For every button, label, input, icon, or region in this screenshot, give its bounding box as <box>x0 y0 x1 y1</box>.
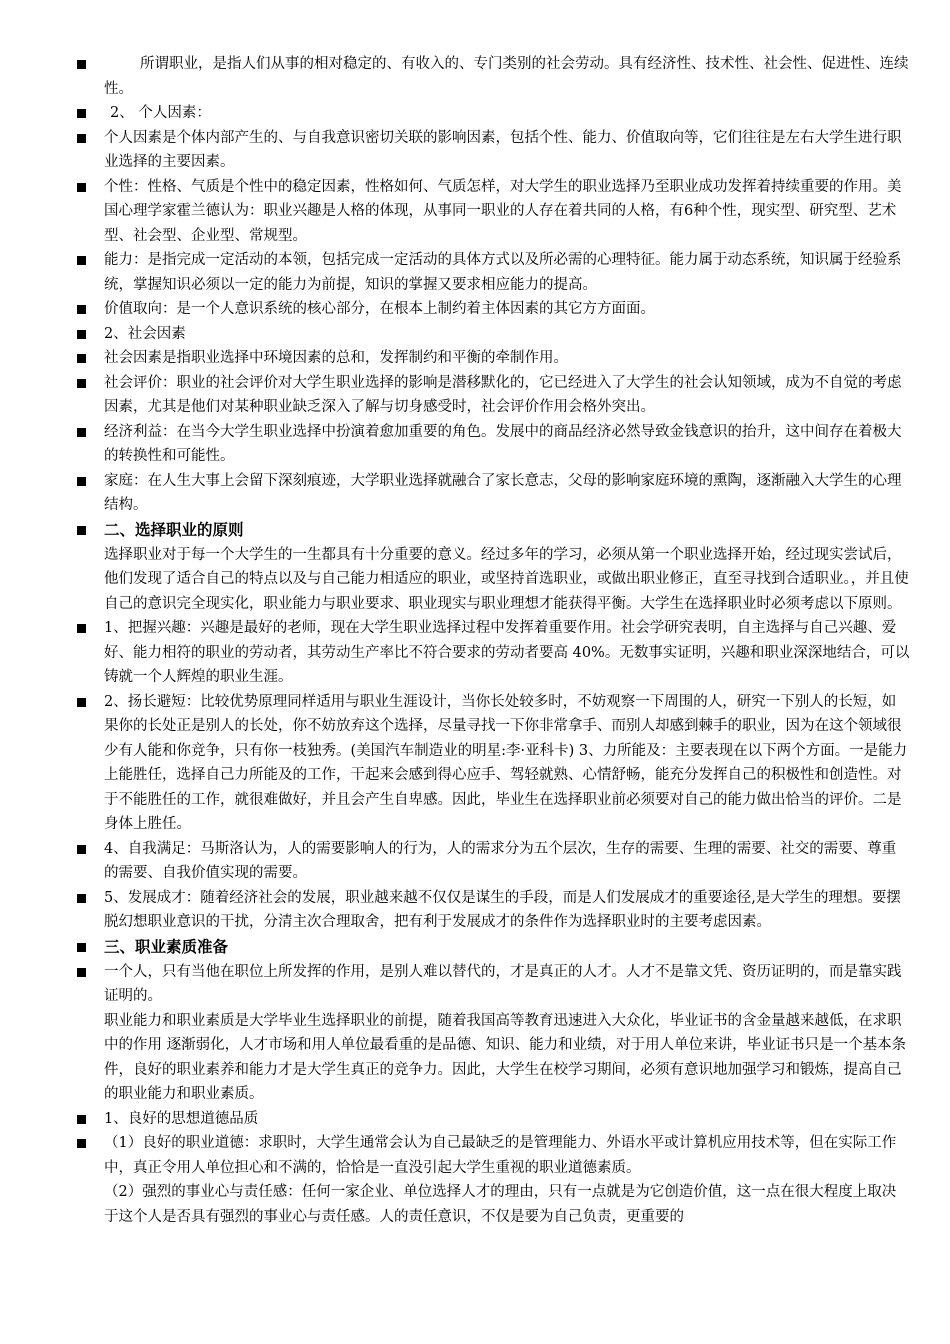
paragraph <box>0 690 950 837</box>
paragraph <box>0 960 950 1009</box>
paragraph <box>0 101 950 126</box>
paragraph <box>0 616 950 690</box>
square-bullet-icon <box>77 1139 86 1148</box>
square-bullet-icon <box>77 894 86 903</box>
paragraph-text: 价值取向：是一个人意识系统的核心部分，在根本上制约着主体因素的其它方方面面。 <box>104 301 655 317</box>
paragraph-text: 能力：是指完成一定活动的本领，包括完成一定活动的具体方式以及所必需的心理特征。能力属于动态系统，知识属于经验系统，掌握知识必须以一定的能力为前提，知识的掌握又要求相应能力的提高。 <box>104 252 902 293</box>
paragraph <box>0 837 950 886</box>
paragraph <box>0 175 950 249</box>
paragraph <box>0 886 950 935</box>
paragraph-text: 所谓职业，是指人们从事的相对稳定的、有收入的、专门类别的社会劳动。具有经济性、技术性、社会性、促进性、连续性。 <box>104 56 909 97</box>
square-bullet-icon <box>77 428 86 437</box>
paragraph-text: 社会评价：职业的社会评价对大学生职业选择的影响是潜移默化的，它已经进入了大学生的社会认知领域，成为不自觉的考虑因素，尤其是他们对某种职业缺乏深入了解与切身感受时，社会评价作用会格外突出。 <box>104 374 902 415</box>
paragraph <box>0 297 950 322</box>
paragraph <box>0 1131 950 1180</box>
square-bullet-icon <box>77 354 86 363</box>
square-bullet-icon <box>77 256 86 265</box>
paragraph-text: 4、自我满足：马斯洛认为，人的需要影响人的行为，人的需求分为五个层次，生存的需要、生理的需要、社交的需要、尊重的需要、自我价值实现的需要。 <box>104 840 897 881</box>
square-bullet-icon <box>77 968 86 977</box>
paragraph-text: 二、选择职业的原则 <box>104 520 244 539</box>
section-heading <box>0 518 950 543</box>
square-bullet-icon <box>77 526 86 535</box>
paragraph <box>0 469 950 518</box>
square-bullet-icon <box>77 330 86 339</box>
paragraph <box>0 371 950 420</box>
document-body <box>0 52 950 1229</box>
paragraph-text: （2）强烈的事业心与责任感：任何一家企业、单位选择人才的理由，只有一点就是为它创造价值，这一点在很大程度上取决于这个人是否具有强烈的事业心与责任感。人的责任意识，不仅是要为自己负责，更重要的 <box>104 1184 897 1225</box>
square-bullet-icon <box>77 379 86 388</box>
paragraph-text: 家庭：在人生大事上会留下深刻痕迹，大学职业选择就融合了家长意志，父母的影响家庭环境的熏陶，逐渐融入大学生的心理结构。 <box>104 472 902 513</box>
square-bullet-icon <box>77 60 86 69</box>
paragraph <box>0 52 950 101</box>
square-bullet-icon <box>77 183 86 192</box>
paragraph-text: 社会因素是指职业选择中环境因素的总和，发挥制约和平衡的牵制作用。 <box>104 350 568 366</box>
paragraph <box>0 248 950 297</box>
paragraph <box>0 420 950 469</box>
paragraph-text: 选择职业对于每一个大学生的一生都具有十分重要的意义。经过多年的学习，必须从第一个职业选择开始，经过现实尝试后，他们发现了适合自己的特点以及与自己能力相适应的职业，或坚持首选职业，或做出职业修正，直至寻找到合适职业。，并且使自己的意识完全现实化，职业能力与职业要求、职业现实与职业理想才能获得平衡。大学生在选择职业时必须考虑以下原则。 <box>104 546 909 612</box>
paragraph-text: 个性：性格、气质是个性中的稳定因素，性格如何、气质怎样，对大学生的职业选择乃至职业成功发挥着持续重要的作用。美国心理学家霍兰德认为：职业兴趣是人格的体现，从事同一职业的人存在着共同的人格，有6种个性，现实型、研究型、艺术型、社会型、企业型、常规型。 <box>104 178 902 244</box>
paragraph-text: 三、职业素质准备 <box>104 937 229 956</box>
paragraph-text: 5、发展成才：随着经济社会的发展，职业越来越不仅仅是谋生的手段，而是人们发展成才的重要途径,是大学生的理想。要摆脱幻想职业意识的干扰，分清主次合理取舍，把有利于发展成才的条件作为选择职业时的主要考虑因素。 <box>104 889 901 930</box>
paragraph-text: （1）良好的职业道德：求职时，大学生通常会认为自己最缺乏的是管理能力、外语水平或计算机应用技术等，但在实际工作中，真正令用人单位担心和不满的，恰恰是一直没引起大学生重视的职业道德素质。 <box>104 1135 897 1176</box>
square-bullet-icon <box>77 134 86 143</box>
square-bullet-icon <box>77 698 86 707</box>
paragraph <box>0 1009 950 1107</box>
paragraph-text: 1、良好的思想道德品质 <box>104 1110 259 1127</box>
square-bullet-icon <box>77 109 86 118</box>
paragraph <box>0 1107 950 1132</box>
square-bullet-icon <box>77 477 86 486</box>
paragraph <box>0 1180 950 1229</box>
paragraph <box>0 346 950 371</box>
square-bullet-icon <box>77 1115 86 1124</box>
paragraph-text: 职业能力和职业素质是大学毕业生选择职业的前提，随着我国高等教育迅速进入大众化，毕业证书的含金量越来越低，在求职中的作用 逐渐弱化，人才市场和用人单位最看重的是品德、知识、能力和业绩，对于用人单位来讲，毕业证书只是一个基本条件，良好的职业素养和能力才是大学生真正的竞争力。因此，大学生在校学习期间，必须有意识地加强学习和锻炼，提高自己的职业能力和职业素质。 <box>104 1012 907 1102</box>
section-heading <box>0 935 950 960</box>
square-bullet-icon <box>77 624 86 633</box>
paragraph-text: 2、扬长避短：比较优势原理同样适用与职业生涯设计，当你长处较多时，不妨观察一下周围的人，研究一下别人的长短，如果你的长处正是别人的长处，你不妨放弃这个选择，尽量寻找一下你非常拿手、而别人却感到棘手的职业，因为在这个领域很少有人能和你竞争，只有你一枝独秀。(美国汽车制造业的明星:李·亚科卡) 3、力所能及：主要表现在以下两个方面。一是能力上能胜任，选择自己力所能及的工作，干起来会感到得心应手、驾轻就熟、心情舒畅，能充分发挥自己的积极性和创造性。对于不能胜任的工作，就很难做好，并且会产生自卑感。因此，毕业生在选择职业前必须要对自己的能力做出恰当的评价。二是身体上胜任。 <box>104 693 908 832</box>
paragraph <box>0 543 950 617</box>
paragraph-text: 一个人，只有当他在职位上所发挥的作用，是别人难以替代的，才是真正的人才。人才不是靠文凭、资历证明的，而是靠实践证明的。 <box>104 963 902 1004</box>
square-bullet-icon <box>77 305 86 314</box>
paragraph-text: 2、社会因素 <box>104 325 186 342</box>
square-bullet-icon <box>77 845 86 854</box>
paragraph-text: 1、把握兴趣：兴趣是最好的老师，现在大学生职业选择过程中发挥着重要作用。社会学研究表明，自主选择与自己兴趣、爱好、能力相符的职业的劳动者，其劳动生产率比不符合要求的劳动者要高 40%。无数事实证明，兴趣和职业深深地结合，可以铸就一个人辉煌的职业生涯。 <box>104 620 910 685</box>
paragraph <box>0 126 950 175</box>
square-bullet-icon <box>77 943 86 952</box>
paragraph <box>0 322 950 347</box>
paragraph-text: 个人因素是个体内部产生的、与自我意识密切关联的影响因素，包括个性、能力、价值取向等，它们往往是左右大学生进行职业选择的主要因素。 <box>104 129 902 170</box>
paragraph-text: 经济利益：在当今大学生职业选择中扮演着愈加重要的角色。发展中的商品经济必然导致金钱意识的抬升，这中间存在着极大的转换性和可能性。 <box>104 423 902 464</box>
paragraph-text: 2、 个人因素： <box>110 105 211 121</box>
